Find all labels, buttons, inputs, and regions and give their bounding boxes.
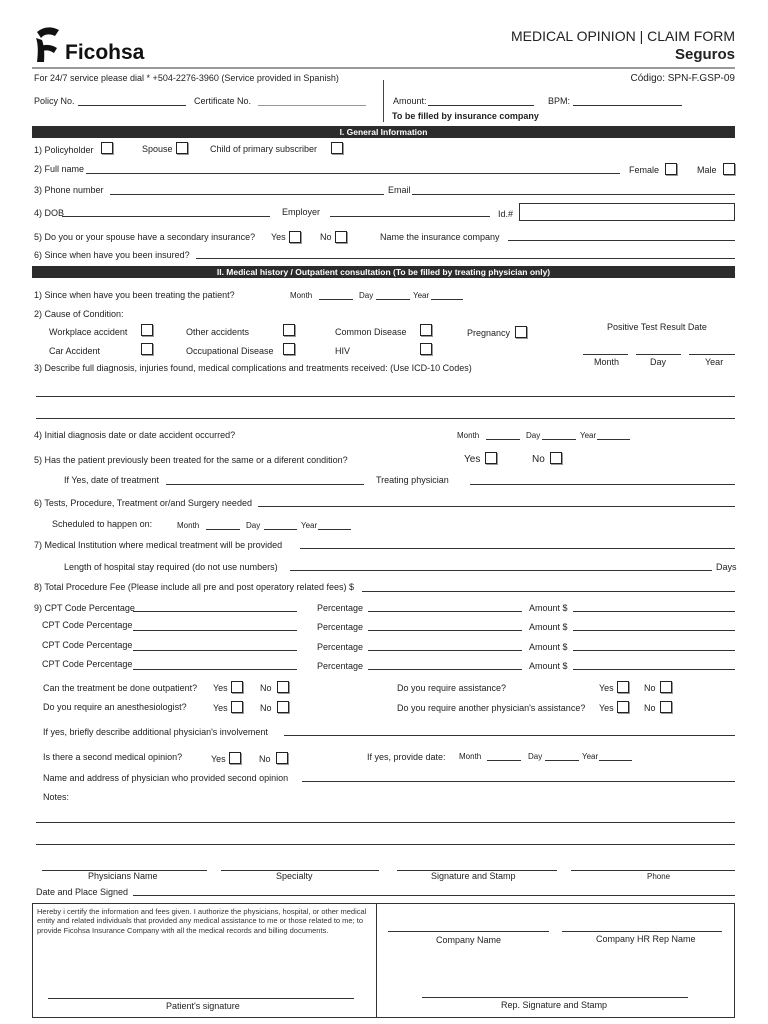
s2-q9: 9) CPT Code Percentage bbox=[34, 603, 135, 613]
pregnancy-label: Pregnancy bbox=[467, 328, 511, 338]
notes-line-1[interactable] bbox=[36, 822, 735, 823]
s2-q5-yes-checkbox[interactable] bbox=[485, 452, 497, 464]
pct-label-2: Percentage bbox=[317, 622, 364, 632]
treating-field[interactable] bbox=[470, 484, 735, 485]
company-name-label: Company Name bbox=[436, 935, 502, 945]
bpm-label: BPM: bbox=[548, 96, 571, 106]
amount-field[interactable] bbox=[428, 105, 534, 106]
employer-field[interactable] bbox=[330, 216, 490, 217]
company-name-line[interactable] bbox=[388, 931, 549, 932]
service-note: For 24/7 service please dial * +504-2276-3960 (Service provided in Spanish) bbox=[34, 73, 339, 83]
patient-sig-line[interactable] bbox=[48, 998, 354, 999]
cpt-label-2: CPT Code Percentage bbox=[42, 620, 133, 630]
outpatient-yes-label: Yes bbox=[213, 683, 228, 693]
workplace-checkbox[interactable] bbox=[141, 324, 153, 336]
positive-day: Day bbox=[650, 357, 667, 367]
specialty-label: Specialty bbox=[276, 871, 313, 881]
s2-q2: 2) Cause of Condition: bbox=[34, 309, 124, 319]
notes-line-2[interactable] bbox=[36, 844, 735, 845]
positive-year: Year bbox=[705, 357, 724, 367]
phone-line[interactable] bbox=[571, 870, 735, 871]
q1-policyholder: 1) Policyholder bbox=[34, 145, 94, 155]
phone-label: Phone bbox=[647, 872, 671, 881]
section-1-header: I. General Information bbox=[32, 126, 735, 138]
s2-q1-month: Month bbox=[290, 291, 313, 300]
s2-q4-year-field[interactable] bbox=[597, 439, 630, 440]
pct-label-1: Percentage bbox=[317, 603, 364, 613]
s2-q4: 4) Initial diagnosis date or date accident occurred? bbox=[34, 430, 236, 440]
additional-field[interactable] bbox=[284, 735, 735, 736]
fullname-field[interactable] bbox=[86, 173, 620, 174]
q5-no-checkbox[interactable] bbox=[335, 231, 347, 243]
pct-label-4: Percentage bbox=[317, 661, 364, 671]
positive-year-field[interactable] bbox=[689, 354, 735, 355]
outpatient-label: Can the treatment be done outpatient? bbox=[43, 683, 198, 693]
sched-year-field[interactable] bbox=[318, 529, 351, 530]
amt-label-2: Amount $ bbox=[529, 622, 568, 632]
another-no-label: No bbox=[644, 703, 656, 713]
treating-label: Treating physician bbox=[376, 475, 449, 485]
employer-label: Employer bbox=[282, 207, 321, 217]
second-yes-label: Yes bbox=[211, 754, 226, 764]
another-yes-checkbox[interactable] bbox=[617, 701, 629, 713]
id-label: Id.# bbox=[498, 209, 514, 219]
s2-q1-day-field[interactable] bbox=[376, 299, 410, 300]
hr-rep-label: Company HR Rep Name bbox=[596, 934, 696, 944]
car-label: Car Accident bbox=[49, 346, 101, 356]
pregnancy-checkbox[interactable] bbox=[515, 326, 527, 338]
second-no-label: No bbox=[259, 754, 271, 764]
car-checkbox[interactable] bbox=[141, 343, 153, 355]
positive-label: Positive Test Result Date bbox=[607, 322, 707, 332]
diagnosis-line-1[interactable] bbox=[36, 396, 735, 397]
s2-q5-ifyes: If Yes, date of treatment bbox=[64, 475, 160, 485]
cpt-field-1[interactable] bbox=[133, 611, 297, 612]
sched-year: Year bbox=[301, 521, 318, 530]
pct-field-1[interactable] bbox=[368, 611, 522, 612]
s2-q4-month-field[interactable] bbox=[486, 439, 520, 440]
s2-q4-year: Year bbox=[580, 431, 597, 440]
name-addr-field[interactable] bbox=[302, 781, 735, 782]
s2-q1-year-field[interactable] bbox=[431, 299, 463, 300]
form-subtitle: Seguros bbox=[674, 46, 735, 63]
spouse-checkbox[interactable] bbox=[176, 142, 188, 154]
second-no-checkbox[interactable] bbox=[276, 752, 288, 764]
certify-text: Hereby i certify the information and fees given. I authorize the physicians, hospital, or other medical entity and related individuals that provided any medical assistance to me or those related to me; to provide Ficohsa Insurance Company with all the medical records and billing documents. bbox=[37, 907, 367, 935]
s2-q5-no-checkbox[interactable] bbox=[550, 452, 562, 464]
date-place-field[interactable] bbox=[133, 895, 735, 896]
pct-field-2[interactable] bbox=[368, 630, 522, 631]
positive-day-field[interactable] bbox=[636, 354, 681, 355]
pct-label-3: Percentage bbox=[317, 642, 364, 652]
certificate-field[interactable] bbox=[258, 105, 366, 106]
s2-q1-month-field[interactable] bbox=[319, 299, 353, 300]
pct-field-4[interactable] bbox=[368, 669, 522, 670]
insured-since-field[interactable] bbox=[196, 258, 735, 259]
s2-q1: 1) Since when have you been treating the patient? bbox=[34, 290, 235, 300]
length-field[interactable] bbox=[290, 570, 712, 571]
fee-field[interactable] bbox=[362, 591, 735, 592]
assistance-no-checkbox[interactable] bbox=[660, 681, 672, 693]
hiv-checkbox[interactable] bbox=[420, 343, 432, 355]
q4-dob: 4) DOB bbox=[34, 208, 65, 218]
phys-name-label: Physicians Name bbox=[88, 871, 158, 881]
female-label: Female bbox=[629, 165, 660, 175]
male-label: Male bbox=[697, 165, 717, 175]
s2-q5: 5) Has the patient previously been treated for the same or a diferent condition? bbox=[34, 455, 348, 465]
amt-field-1[interactable] bbox=[573, 611, 735, 612]
date-place-label: Date and Place Signed bbox=[36, 887, 129, 897]
male-checkbox[interactable] bbox=[723, 163, 735, 175]
child-label: Child of primary subscriber bbox=[210, 144, 318, 154]
amt-field-3[interactable] bbox=[573, 650, 735, 651]
dob-field[interactable] bbox=[62, 216, 270, 217]
assistance-yes-checkbox[interactable] bbox=[617, 681, 629, 693]
notes-label: Notes: bbox=[43, 792, 70, 802]
q5-secondary: 5) Do you or your spouse have a secondary insurance? bbox=[34, 232, 256, 242]
days-label: Days bbox=[716, 562, 737, 572]
insurer-note: To be filled by insurance company bbox=[392, 111, 539, 121]
occupational-label: Occupational Disease bbox=[186, 346, 274, 356]
outpatient-no-checkbox[interactable] bbox=[277, 681, 289, 693]
assistance-label: Do you require assistance? bbox=[397, 683, 507, 693]
child-checkbox[interactable] bbox=[331, 142, 343, 154]
anesth-label: Do you require an anesthesiologist? bbox=[43, 702, 187, 712]
workplace-label: Workplace accident bbox=[49, 327, 128, 337]
scheduled-label: Scheduled to happen on: bbox=[52, 519, 153, 529]
amt-field-4[interactable] bbox=[573, 669, 735, 670]
id-field[interactable] bbox=[519, 203, 735, 221]
s2-q1-day: Day bbox=[359, 291, 374, 300]
cpt-field-3[interactable] bbox=[133, 650, 297, 651]
s2-q1-year: Year bbox=[413, 291, 430, 300]
policyholder-checkbox[interactable] bbox=[101, 142, 113, 154]
ins-company-label: Name the insurance company bbox=[380, 232, 500, 242]
positive-month: Month bbox=[594, 357, 620, 367]
second-day-field[interactable] bbox=[545, 760, 579, 761]
s2-q6: 6) Tests, Procedure, Treatment or/and Surgery needed bbox=[34, 498, 252, 508]
assistance-no-label: No bbox=[644, 683, 656, 693]
other-acc-checkbox[interactable] bbox=[283, 324, 295, 336]
spouse-label: Spouse bbox=[142, 144, 173, 154]
s2-q4-day-field[interactable] bbox=[542, 439, 576, 440]
second-year-field[interactable] bbox=[599, 760, 632, 761]
signature-stamp-label: Signature and Stamp bbox=[431, 871, 516, 881]
anesth-yes-checkbox[interactable] bbox=[231, 701, 243, 713]
occupational-checkbox[interactable] bbox=[283, 343, 295, 355]
amt-label-1: Amount $ bbox=[529, 603, 568, 613]
female-checkbox[interactable] bbox=[665, 163, 677, 175]
common-checkbox[interactable] bbox=[420, 324, 432, 336]
another-no-checkbox[interactable] bbox=[660, 701, 672, 713]
cpt-field-4[interactable] bbox=[133, 669, 297, 670]
second-year: Year bbox=[582, 752, 599, 761]
brand-name: Ficohsa bbox=[65, 41, 145, 64]
sched-day-field[interactable] bbox=[264, 529, 297, 530]
amt-label-4: Amount $ bbox=[529, 661, 568, 671]
treatment-date-field[interactable] bbox=[166, 484, 364, 485]
another-label: Do you require another physician's assistance? bbox=[397, 703, 586, 713]
email-field[interactable] bbox=[412, 194, 735, 195]
section-2-header: II. Medical history / Outpatient consultation (To be filled by treating physician only) bbox=[32, 266, 735, 278]
ficohsa-logo-icon bbox=[33, 26, 61, 64]
q6-insured: 6) Since when have you been insured? bbox=[34, 250, 190, 260]
common-label: Common Disease bbox=[335, 327, 407, 337]
outpatient-yes-checkbox[interactable] bbox=[231, 681, 243, 693]
s2-q7: 7) Medical Institution where medical treatment will be provided bbox=[34, 540, 283, 550]
cpt-field-2[interactable] bbox=[133, 630, 297, 631]
second-day: Day bbox=[528, 752, 543, 761]
procedures-field[interactable] bbox=[258, 506, 735, 507]
ins-company-field[interactable] bbox=[508, 240, 735, 241]
amt-label-3: Amount $ bbox=[529, 642, 568, 652]
q5-no-label: No bbox=[320, 232, 332, 242]
rep-sig-line[interactable] bbox=[422, 997, 688, 998]
sched-day: Day bbox=[246, 521, 261, 530]
q2-fullname: 2) Full name bbox=[34, 164, 85, 174]
cpt-label-4: CPT Code Percentage bbox=[42, 659, 133, 669]
s2-q5-no-label: No bbox=[532, 454, 545, 465]
outpatient-no-label: No bbox=[260, 683, 272, 693]
ficohsa-logo bbox=[33, 26, 163, 66]
second-yes-checkbox[interactable] bbox=[229, 752, 241, 764]
q5-yes-label: Yes bbox=[271, 232, 286, 242]
name-addr-label: Name and address of physician who provided second opinion bbox=[43, 773, 289, 783]
cpt-label-3: CPT Code Percentage bbox=[42, 640, 133, 650]
provide-date-label: If yes, provide date: bbox=[367, 752, 446, 762]
another-yes-label: Yes bbox=[599, 703, 614, 713]
bpm-field[interactable] bbox=[573, 105, 682, 106]
form-code: Código: SPN-F.GSP-09 bbox=[630, 73, 735, 84]
q3-phone: 3) Phone number bbox=[34, 185, 104, 195]
s2-q3: 3) Describe full diagnosis, injuries found, medical complications and treatments received: (Use ICD-10 Codes) bbox=[34, 363, 472, 373]
institution-field[interactable] bbox=[300, 548, 735, 549]
s2-q4-month: Month bbox=[457, 431, 480, 440]
form-title: MEDICAL OPINION | CLAIM FORM bbox=[510, 28, 735, 44]
length-label: Length of hospital stay required (do not use numbers) bbox=[64, 562, 278, 572]
email-label: Email bbox=[388, 185, 411, 195]
other-acc-label: Other accidents bbox=[186, 327, 250, 337]
policy-field[interactable] bbox=[78, 105, 186, 106]
s2-q8: 8) Total Procedure Fee (Please include all pre and post operatory related fees) $ bbox=[34, 582, 355, 592]
s2-q5-yes-label: Yes bbox=[464, 454, 481, 465]
certificate-label: Certificate No. bbox=[194, 96, 252, 106]
diagnosis-line-2[interactable] bbox=[36, 418, 735, 419]
phone-field[interactable] bbox=[110, 194, 384, 195]
anesth-no-label: No bbox=[260, 703, 272, 713]
s2-q4-day: Day bbox=[526, 431, 541, 440]
assistance-yes-label: Yes bbox=[599, 683, 614, 693]
rep-sig-label: Rep. Signature and Stamp bbox=[501, 1000, 608, 1010]
policy-label: Policy No. bbox=[34, 96, 75, 106]
positive-month-field[interactable] bbox=[583, 354, 628, 355]
hiv-label: HIV bbox=[335, 346, 351, 356]
sched-month: Month bbox=[177, 521, 200, 530]
amount-label: Amount: bbox=[393, 96, 427, 106]
amt-field-2[interactable] bbox=[573, 630, 735, 631]
second-month-field[interactable] bbox=[487, 760, 521, 761]
sched-month-field[interactable] bbox=[206, 529, 240, 530]
q5-yes-checkbox[interactable] bbox=[289, 231, 301, 243]
hr-rep-line[interactable] bbox=[562, 931, 722, 932]
anesth-yes-label: Yes bbox=[213, 703, 228, 713]
anesth-no-checkbox[interactable] bbox=[277, 701, 289, 713]
second-opinion-label: Is there a second medical opinion? bbox=[43, 752, 183, 762]
second-month: Month bbox=[459, 752, 482, 761]
additional-label: If yes, briefly describe additional physician's involvement bbox=[43, 727, 268, 737]
patient-sig-label: Patient's signature bbox=[166, 1001, 240, 1011]
pct-field-3[interactable] bbox=[368, 650, 522, 651]
